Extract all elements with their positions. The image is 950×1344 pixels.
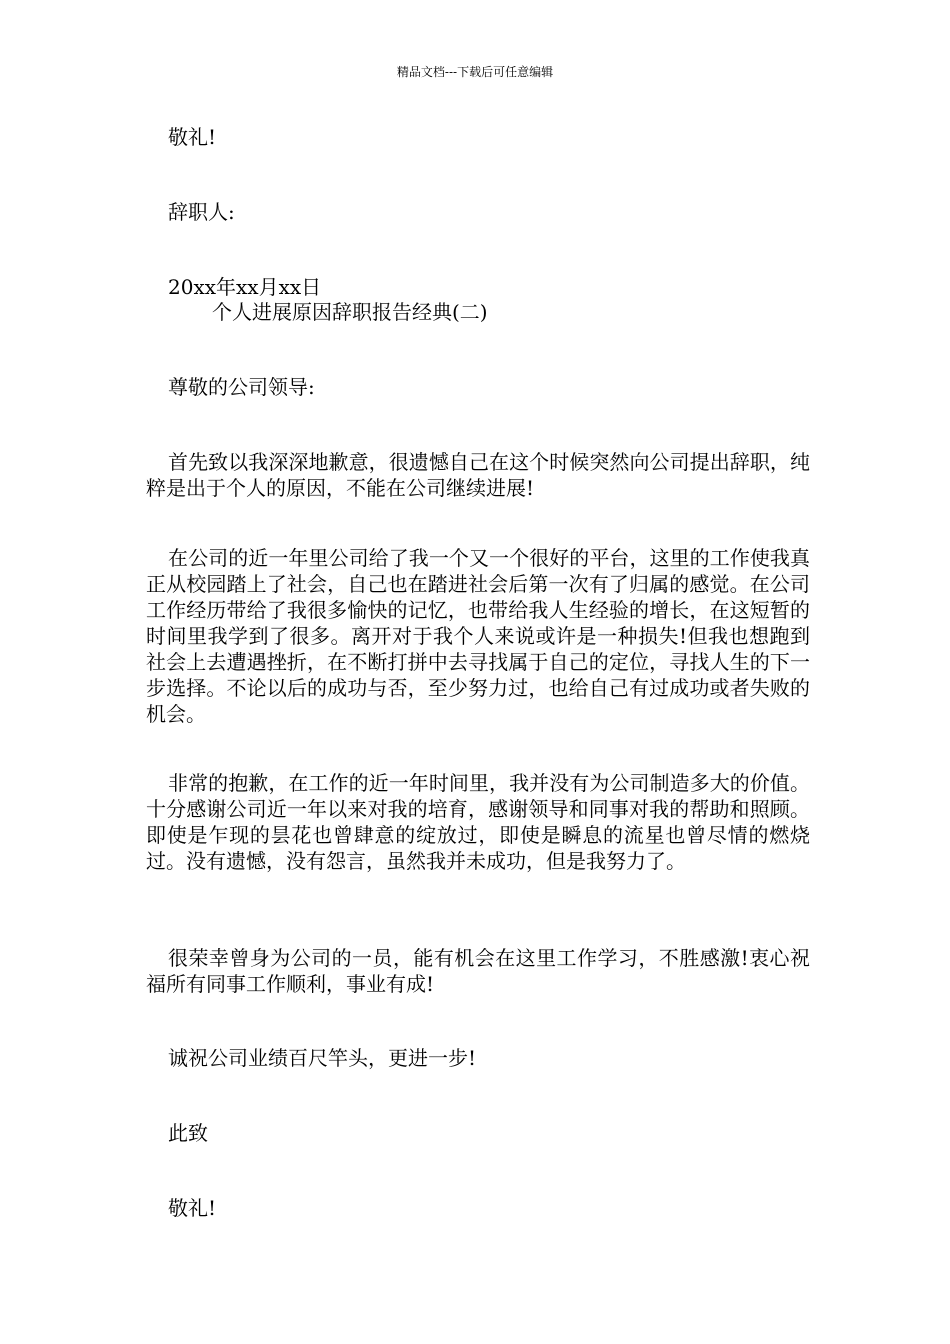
closing-salute-top: 敬礼! [168, 125, 217, 149]
paragraph-apology: 首先致以我深深地歉意，很遗憾自己在这个时候突然向公司提出辞职，纯粹是出于个人的原因，不能在公司继续进展! [146, 450, 810, 500]
closing-salute-bottom: 敬礼! [168, 1196, 217, 1220]
paragraph-thanks: 非常的抱歉，在工作的近一年时间里，我并没有为公司制造多大的价值。十分感谢公司近一年以来对我的培育，感谢领导和同事对我的帮助和照顾。即使是乍现的昙花也曾肆意的绽放过，即使是瞬息的流星也曾尽情的燃烧过。没有遗憾，没有怨言，虽然我并未成功，但是我努力了。 [146, 771, 810, 873]
wish-line: 诚祝公司业绩百尺竿头，更进一步! [168, 1046, 477, 1070]
letter-date: 20xx年xx月xx日 [168, 275, 322, 299]
salutation: 尊敬的公司领导: [168, 375, 315, 399]
page-header: 精品文档---下载后可任意编辑 [396, 65, 554, 79]
closing-phrase: 此致 [168, 1121, 208, 1145]
paragraph-farewell: 很荣幸曾身为公司的一员，能有机会在这里工作学习，不胜感激!衷心祝福所有同事工作顺利，事业有成! [146, 946, 810, 996]
section-title: 个人进展原因辞职报告经典(二) [212, 300, 488, 324]
paragraph-experience: 在公司的近一年里公司给了我一个又一个很好的平台，这里的工作使我真正从校园踏上了社会，自己也在踏进社会后第一次有了归属的感觉。在公司工作经历带给了我很多愉快的记忆，也带给我人生经验的增长，在这短暂的时间里我学到了很多。离开对于我个人来说或许是一种损失!但我也想跑到社会上去遭遇挫折，在不断打拼中去寻找属于自己的定位，寻找人生的下一步选择。不论以后的成功与否，至少努力过，也给自己有过成功或者失败的机会。 [146, 546, 810, 726]
signature-label: 辞职人: [168, 200, 235, 224]
